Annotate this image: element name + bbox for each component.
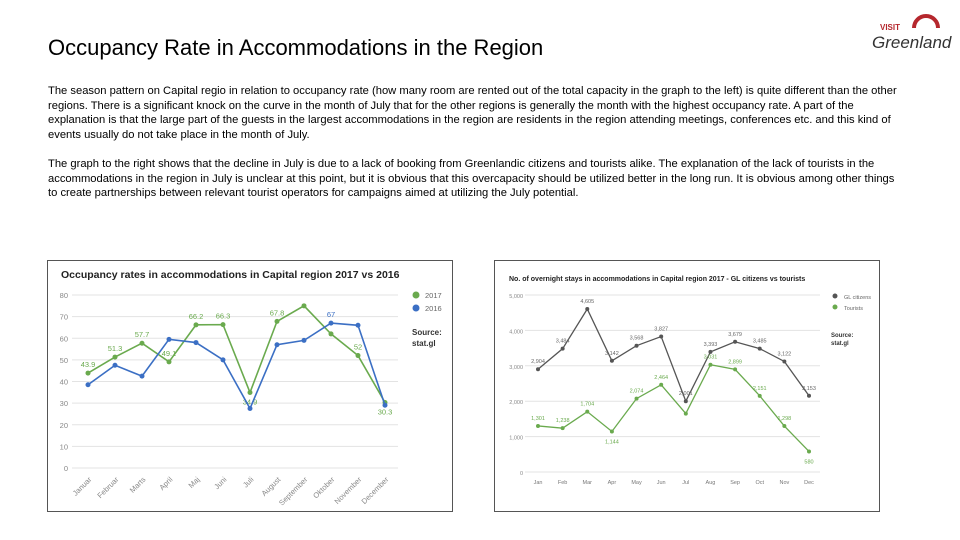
data-point [383, 403, 388, 408]
y-tick-label: 4,000 [509, 329, 523, 336]
data-label: 3,484 [555, 338, 570, 345]
chart-title: Occupancy rates in accommodations in Capital region 2017 vs 2016 [61, 269, 400, 281]
y-tick-label: 20 [59, 420, 68, 430]
chart-title: No. of overnight stays in accommodations in Capital region 2017 - GL citizens vs tourists [509, 276, 806, 283]
paragraph-1: The season pattern on Capital regio in relation to occupancy rate (how many room are rented out of the total capacity in the graph to the left) is quite different than the other regions. There is a significant knock on the curve in the month of July that for the other regions is generally the month with the highest occupancy rate. A part of the explanation is that the large part of the guests in the largest accommodations in the region are residents in the region attending meetings, conferences etc. and this kind of events usually do not take place in the month of July. [48, 85, 897, 141]
data-point [140, 341, 145, 346]
data-point [659, 335, 663, 339]
data-label: 1,144 [605, 439, 619, 446]
y-tick-label: 0 [519, 471, 523, 477]
data-point [561, 426, 565, 430]
data-point [610, 430, 614, 434]
x-tick-label: Februar [95, 475, 121, 500]
y-tick-label: 5,000 [509, 294, 523, 300]
data-label: 3,827 [654, 326, 669, 333]
data-label: 1,301 [531, 415, 545, 422]
data-point [167, 337, 172, 342]
data-label: 2,153 [802, 385, 816, 392]
occupancy-rate-chart-svg [48, 261, 452, 511]
data-point [684, 399, 688, 403]
y-tick-label: 3,000 [509, 364, 523, 371]
data-point [86, 371, 91, 376]
y-tick-label: 40 [59, 377, 68, 387]
legend-marker [413, 292, 420, 299]
data-point [635, 344, 639, 348]
x-tick-label: September [277, 475, 310, 508]
x-tick-label: Jan [533, 480, 543, 486]
data-label: 52 [353, 342, 363, 352]
x-tick-label: Oct [755, 480, 765, 486]
data-point [356, 323, 361, 328]
data-point [86, 382, 91, 387]
x-tick-label: November [332, 475, 364, 506]
x-tick-label: Feb [557, 480, 568, 486]
overnight-stays-chart [494, 260, 880, 512]
x-tick-label: Oktober [311, 475, 337, 501]
data-label: 3,122 [777, 351, 792, 358]
data-label: 580 [804, 459, 814, 466]
data-label: 3,393 [703, 341, 718, 348]
logo-visit-text: VISIT [880, 23, 901, 32]
data-label: 3,568 [629, 335, 644, 342]
data-label: 66.2 [188, 311, 204, 321]
y-tick-label: 80 [59, 291, 68, 300]
data-point [194, 340, 199, 345]
data-label: 2,904 [531, 359, 545, 366]
data-point [221, 357, 226, 362]
x-tick-label: Marts [127, 475, 148, 495]
x-tick-label: August [259, 475, 283, 498]
y-tick-label: 10 [59, 442, 68, 452]
y-tick-label: 2,000 [509, 400, 523, 407]
x-tick-label: Apr [607, 480, 617, 486]
data-point [356, 353, 361, 358]
data-point [248, 406, 253, 411]
series-line [538, 309, 809, 401]
occupancy-rate-chart [47, 260, 453, 512]
x-tick-label: Maj [186, 475, 202, 490]
x-tick-label: Januar [70, 475, 94, 498]
series-line [538, 365, 809, 452]
data-point [329, 331, 334, 336]
data-point [585, 307, 589, 311]
source-label: stat.gl [831, 341, 849, 347]
data-point [733, 367, 737, 371]
x-tick-label: Nov [779, 480, 790, 486]
visit-greenland-logo [868, 14, 952, 58]
data-label: 1,238 [555, 418, 570, 425]
x-tick-label: Jul [682, 480, 690, 486]
logo-script-text: Greenland [872, 33, 952, 52]
x-tick-label: December [359, 475, 391, 506]
data-label: 67.8 [269, 308, 285, 318]
x-tick-label: Juni [212, 475, 229, 492]
data-point [302, 338, 307, 343]
data-point [113, 355, 118, 360]
data-point [585, 410, 589, 414]
y-tick-label: 70 [59, 312, 68, 322]
data-point [329, 321, 334, 326]
data-label: 4,605 [580, 298, 595, 305]
x-tick-label: Dec [804, 480, 814, 486]
data-label: 43.9 [80, 360, 96, 370]
data-label: 2,464 [654, 374, 669, 381]
data-point [807, 449, 811, 453]
data-point [708, 350, 712, 354]
legend-label: 2017 [425, 291, 442, 300]
data-point [684, 412, 688, 416]
data-point [275, 342, 280, 347]
data-point [536, 424, 540, 428]
data-label: 66.3 [215, 311, 231, 321]
data-point [561, 347, 565, 351]
source-label: Source: [412, 328, 442, 337]
overnight-stays-chart-svg [495, 261, 879, 511]
x-tick-label: Jun [656, 480, 666, 486]
y-tick-label: 0 [63, 464, 68, 473]
data-label: 51.3 [107, 344, 123, 354]
data-point [302, 303, 307, 308]
data-point [248, 390, 253, 395]
data-point [167, 359, 172, 364]
data-label: 57.7 [134, 330, 150, 340]
data-point [610, 359, 614, 363]
data-point [782, 424, 786, 428]
legend-label: 2016 [425, 304, 442, 313]
legend-marker [833, 294, 838, 299]
x-tick-label: May [631, 480, 642, 486]
legend-label: GL citizens [844, 295, 872, 301]
data-point [659, 383, 663, 387]
data-label: 30.3 [377, 407, 393, 417]
data-label: 3,485 [752, 338, 767, 345]
data-label: 2,899 [728, 359, 742, 366]
data-point [758, 394, 762, 398]
x-tick-label: April [157, 475, 175, 493]
legend-marker [833, 305, 838, 310]
paragraph-2: The graph to the right shows that the decline in July is due to a lack of booking from Greenlandic citizens and tourists alike. The explanation of the lack of tourists in the accommodations in the region in July is unclear at this point, but it is obvious that this overcapacity should be utilized better in the long run. It is obvious among other things to create partnerships between relevant tourist operators for campaigns aimed at utilizing the July potential. [48, 158, 895, 200]
data-point [807, 394, 811, 398]
data-label: 3,679 [728, 331, 742, 338]
data-point [113, 363, 118, 368]
data-label: 3,031 [703, 354, 718, 361]
y-tick-label: 60 [59, 334, 68, 344]
data-label: 49.1 [161, 348, 177, 358]
data-point [782, 359, 786, 363]
data-point [140, 374, 145, 379]
source-label: stat.gl [412, 339, 436, 348]
page-title: Occupancy Rate in Accommodations in the Region [48, 34, 544, 60]
x-tick-label: Mar [582, 480, 593, 486]
data-point [635, 397, 639, 401]
data-point [194, 322, 199, 327]
data-label: 3,142 [605, 350, 619, 357]
legend-label: Tourists [844, 306, 863, 312]
data-label: 2,151 [752, 385, 767, 392]
data-point [275, 319, 280, 324]
legend-marker [413, 305, 420, 312]
series-line [88, 323, 385, 408]
data-point [221, 322, 226, 327]
y-tick-label: 50 [59, 355, 68, 365]
data-label: 2,001 [678, 391, 693, 398]
x-tick-label: Juli [241, 475, 256, 490]
data-label: 2,074 [629, 388, 644, 395]
data-point [758, 347, 762, 351]
y-tick-label: 1,000 [509, 435, 523, 442]
data-point [708, 363, 712, 367]
y-tick-label: 30 [59, 399, 68, 409]
data-point [733, 340, 737, 344]
data-label: 1,298 [777, 416, 792, 423]
source-label: Source: [831, 333, 854, 339]
data-label: 1,704 [580, 401, 595, 408]
data-label: 34.9 [242, 397, 258, 407]
data-point [536, 367, 540, 371]
x-tick-label: Sep [730, 480, 740, 486]
x-tick-label: Aug [705, 480, 716, 486]
series-line [88, 306, 385, 403]
data-label: 67 [326, 310, 336, 320]
